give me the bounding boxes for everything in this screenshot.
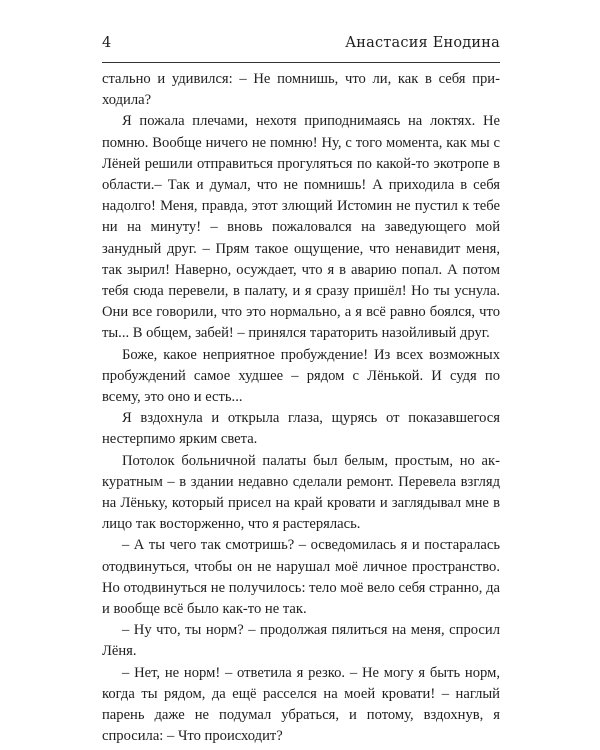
paragraph: – Ну что, ты норм? – продолжая пялиться на меня, спросил Лёня. [102, 622, 500, 660]
header-rule [102, 62, 500, 63]
body-text [102, 69, 500, 748]
paragraph: – А ты чего так смотришь? – осведомилась я и постаралась отодвинуться, чтобы он не нарушал моё личное пространство. Но отодвинуться не получилось: тело моё вело себя странно, да и вообще всё было как-то не так. [102, 537, 500, 618]
paragraph: Потолок больничной палаты был белым, простым, но аккуратным – в здании недавно сделали ремонт. Перевела взгляд на Лёньку, который присел на край кровати и заглядывал мне в лицо так восторженно, что я растерялась. [102, 452, 500, 533]
paragraph: стально и удивился: – Не помнишь, что ли, как в себя приходила? [102, 71, 500, 109]
page-number: 4 [102, 35, 112, 51]
paragraph: Я пожала плечами, нехотя приподнимаясь на локтях. Не помню. Вообще ничего не помню! Ну, с того момента, как мы с Лёней решили отправиться прогуляться по какой-то экотропе в области.– Так и думал, что не помнишь! А приходила в себя надолго! Меня, правда, этот злющий Истомин не пустил к тебе ни на минуту! – вновь пожаловался на заведующего мой занудный друг. – Прям такое ощущение, что ненавидит меня, так зырил! Наверно, осуждает, что я в аварию попал. А потом тебя сюда перевели, в палату, и я сразу пришёл! Но ты уснула. Они все говорили, что это нормально, а я всё равно боялся, что ты... В общем, забей! – принялся тараторить назойливый друг. [102, 113, 500, 342]
running-head [102, 28, 500, 58]
paragraph: Я вздохнула и открыла глаза, щурясь от показавшегося нестерпимо ярким света. [102, 410, 500, 448]
paragraph: Боже, какое неприятное пробуждение! Из всех возможных пробуждений самое худшее – рядом с Лёнькой. И судя по всему, это оно и есть... [102, 346, 500, 406]
book-page [102, 28, 500, 748]
running-title: Анастасия Енодина [345, 35, 500, 51]
paragraph: – Нет, не норм! – ответила я резко. – Не могу я быть норм, когда ты рядом, да ещё расселся на моей кровати! – наглый парень даже не подумал убраться, и потому, вздохнув, я спросила: – Что происходит? [102, 664, 500, 745]
